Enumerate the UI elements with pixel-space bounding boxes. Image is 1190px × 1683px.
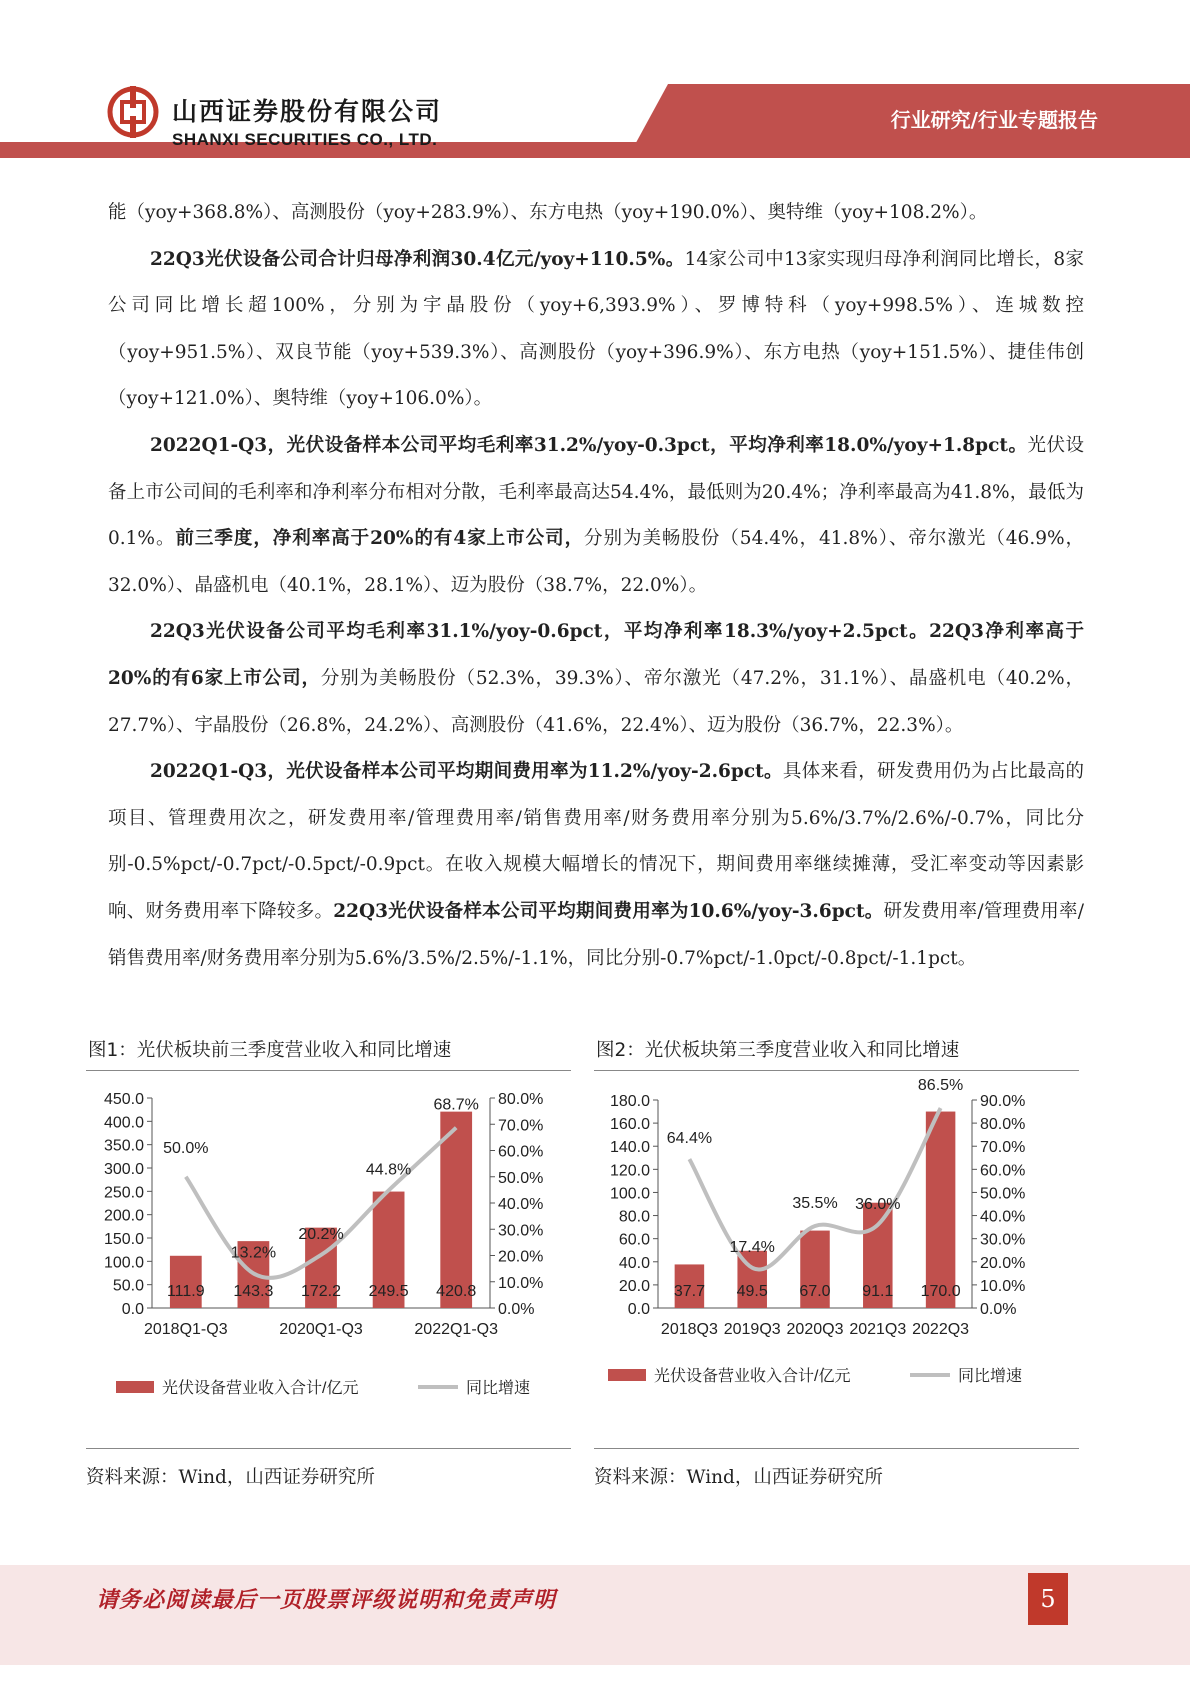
y-right-tick-label: 30.0% [498, 1222, 544, 1240]
paragraph-2: 22Q3光伏设备公司合计归母净利润30.4亿元/yoy+110.5%。14家公司中13家实现归母净利润同比增长，8家公司同比增长超100%，分别为宇晶股份（yoy+6,393.9%）、罗博特科（yoy+998.5%）、连城数控（yoy+951.5%）、双良节能（yoy+539.3%）、高测股份（yoy+396.9%）、东方电热（yoy+151.5%）、捷佳伟创（yoy+121.0%）、奥特维（yoy+106.0%）。 [108, 248, 1084, 410]
y-left-tick-label: 120.0 [609, 1162, 650, 1180]
line-value-label: 36.0% [855, 1195, 901, 1213]
y-left-tick-label: 150.0 [103, 1231, 144, 1248]
y-right-tick-label: 50.0% [498, 1169, 544, 1187]
y-left-tick-label: 50.0 [112, 1277, 144, 1295]
y-right-tick-label: 50.0% [980, 1185, 1026, 1203]
page-number: 5 [1028, 1573, 1068, 1625]
y-left-tick-label: 300.0 [103, 1161, 144, 1178]
legend-bar-swatch [116, 1381, 154, 1393]
y-right-tick-label: 40.0% [498, 1196, 544, 1213]
y-right-tick-label: 60.0% [498, 1143, 544, 1161]
y-right-tick-label: 80.0% [498, 1091, 544, 1108]
bar-value-label: 111.9 [166, 1283, 205, 1300]
bar [440, 1112, 472, 1308]
line-value-label: 17.4% [729, 1238, 775, 1256]
y-left-tick-label: 180.0 [609, 1093, 650, 1110]
figure-1-source: 资料来源：Wind，山西证券研究所 [86, 1448, 571, 1489]
x-tick-label: 2022Q3 [912, 1321, 970, 1338]
y-left-tick-label: 40.0 [618, 1254, 650, 1272]
bar [170, 1256, 202, 1308]
paragraph-1: 能（yoy+368.8%）、高测股份（yoy+283.9%）、东方电热（yoy+190.0%）、奥特维（yoy+108.2%）。 [108, 202, 988, 223]
figure-2-source: 资料来源：Wind，山西证券研究所 [594, 1448, 1079, 1489]
y-left-tick-label: 80.0 [618, 1208, 650, 1226]
company-name-cn: 山西证券股份有限公司 [172, 97, 443, 126]
legend-bar-label: 光伏设备营业收入合计/亿元 [654, 1368, 851, 1385]
x-tick-label: 2021Q3 [849, 1321, 907, 1338]
y-right-tick-label: 40.0% [980, 1208, 1026, 1226]
y-right-tick-label: 20.0% [498, 1248, 544, 1266]
x-tick-label: 2020Q1-Q3 [279, 1321, 363, 1338]
body-text [108, 190, 1084, 982]
bar-value-label: 91.1 [862, 1283, 894, 1300]
y-right-tick-label: 0.0% [498, 1301, 535, 1318]
line-value-label: 44.8% [365, 1161, 412, 1179]
chart-1 [86, 1071, 571, 1441]
line-value-label: 50.0% [163, 1139, 209, 1157]
y-left-tick-label: 450.0 [103, 1091, 144, 1108]
legend-bar-label: 光伏设备营业收入合计/亿元 [162, 1380, 359, 1397]
bar-value-label: 49.5 [736, 1283, 768, 1300]
legend-line-label: 同比增速 [958, 1368, 1023, 1385]
y-left-tick-label: 350.0 [103, 1137, 144, 1155]
line-value-label: 35.5% [792, 1194, 838, 1212]
bar [926, 1112, 956, 1308]
y-right-tick-label: 30.0% [980, 1231, 1026, 1249]
legend-bar-swatch [608, 1369, 646, 1381]
y-right-tick-label: 80.0% [980, 1116, 1026, 1134]
legend-line-label: 同比增速 [466, 1380, 531, 1397]
figure-2-title: 图2：光伏板块第三季度营业收入和同比增速 [594, 1038, 1079, 1071]
y-left-tick-label: 250.0 [103, 1184, 144, 1202]
y-left-tick-label: 100.0 [103, 1254, 144, 1272]
y-left-tick-label: 160.0 [609, 1116, 650, 1134]
report-type: 行业研究/行业专题报告 [890, 108, 1098, 132]
x-tick-label: 2022Q1-Q3 [414, 1321, 499, 1338]
y-left-tick-label: 400.0 [103, 1114, 144, 1132]
bar-value-label: 420.8 [436, 1283, 477, 1300]
line-value-label: 13.2% [230, 1244, 277, 1262]
bar-value-label: 37.7 [673, 1283, 705, 1300]
y-left-tick-label: 100.0 [609, 1185, 650, 1203]
y-right-tick-label: 10.0% [498, 1274, 544, 1292]
line-value-label: 86.5% [917, 1077, 964, 1095]
y-left-tick-label: 0.0 [121, 1301, 144, 1318]
page-footer [0, 1565, 1190, 1665]
y-right-tick-label: 70.0% [498, 1117, 544, 1135]
page-header [0, 0, 1190, 160]
x-tick-label: 2018Q1-Q3 [143, 1321, 228, 1338]
figure-1-title: 图1：光伏板块前三季度营业收入和同比增速 [86, 1038, 571, 1071]
chart-2 [594, 1071, 1079, 1441]
y-left-tick-label: 140.0 [609, 1139, 650, 1157]
paragraph-3: 2022Q1-Q3，光伏设备样本公司平均毛利率31.2%/yoy-0.3pct，平均净利率18.0%/yoy+1.8pct。光伏设备上市公司间的毛利率和净利率分布相对分散，毛利率最高达54.4%，最低则为20.4%；净利率最高为41.8%，最低为0.1%。前三季度，净利率高于20%的有4家上市公司，分别为美畅股份（54.4%，41.8%）、帝尔激光（46.9%，32.0%）、晶盛机电（40.1%，28.1%）、迈为股份（38.7%，22.0%）。 [108, 434, 1085, 596]
y-left-tick-label: 20.0 [618, 1277, 650, 1295]
x-tick-label: 2019Q3 [723, 1321, 781, 1338]
line-value-label: 64.4% [666, 1130, 713, 1148]
figure-1 [86, 1038, 571, 1445]
bar-value-label: 170.0 [920, 1283, 961, 1300]
bar-value-label: 143.3 [233, 1283, 274, 1300]
line-value-label: 68.7% [433, 1096, 479, 1114]
y-right-tick-label: 60.0% [980, 1162, 1026, 1180]
bar-value-label: 249.5 [368, 1283, 409, 1300]
bar-value-label: 67.0 [799, 1283, 831, 1300]
company-logo-icon [110, 86, 156, 138]
y-left-tick-label: 0.0 [627, 1301, 650, 1318]
x-tick-label: 2020Q3 [786, 1321, 844, 1338]
y-right-tick-label: 0.0% [980, 1301, 1017, 1318]
company-name [172, 92, 442, 150]
y-right-tick-label: 20.0% [980, 1254, 1026, 1272]
disclaimer-text: 请务必阅读最后一页股票评级说明和免责声明 [96, 1587, 557, 1613]
y-right-tick-label: 70.0% [980, 1139, 1026, 1157]
line-value-label: 20.2% [298, 1225, 344, 1243]
paragraph-4: 22Q3光伏设备公司平均毛利率31.1%/yoy-0.6pct，平均净利率18.3%/yoy+2.5pct。22Q3净利率高于20%的有6家上市公司，分别为美畅股份（52.3%，39.3%）、帝尔激光（47.2%，31.1%）、晶盛机电（40.2%，27.7%）、宇晶股份（26.8%，24.2%）、高测股份（41.6%，22.4%）、迈为股份（36.7%，22.3%）。 [108, 621, 1084, 736]
y-right-tick-label: 90.0% [980, 1093, 1026, 1110]
figure-2 [594, 1038, 1079, 1445]
bar-value-label: 172.2 [300, 1283, 342, 1300]
x-tick-label: 2018Q3 [660, 1321, 718, 1338]
company-name-en: SHANXI SECURITIES CO., LTD. [172, 130, 438, 149]
y-left-tick-label: 200.0 [103, 1207, 144, 1225]
growth-line [186, 1128, 456, 1278]
y-left-tick-label: 60.0 [618, 1231, 650, 1249]
paragraph-5: 2022Q1-Q3，光伏设备样本公司平均期间费用率为11.2%/yoy-2.6pct。具体来看，研发费用仍为占比最高的项目、管理费用次之，研发费用率/管理费用率/销售费用率/财务费用率分别为5.6%/3.7%/2.6%/-0.7%，同比分别-0.5%pct/-0.7pct/-0.5pct/-0.9pct。在收入规模大幅增长的情况下，期间费用率继续摊薄，受汇率变动等因素影响、财务费用率下降较多。22Q3光伏设备样本公司平均期间费用率为10.6%/yoy-3.6pct。研发费用率/管理费用率/销售费用率/财务费用率分别为5.6%/3.5%/2.5%/-1.1%，同比分别-0.7%pct/-1.0pct/-0.8pct/-1.1pct。 [108, 761, 1084, 969]
y-right-tick-label: 10.0% [980, 1277, 1026, 1295]
